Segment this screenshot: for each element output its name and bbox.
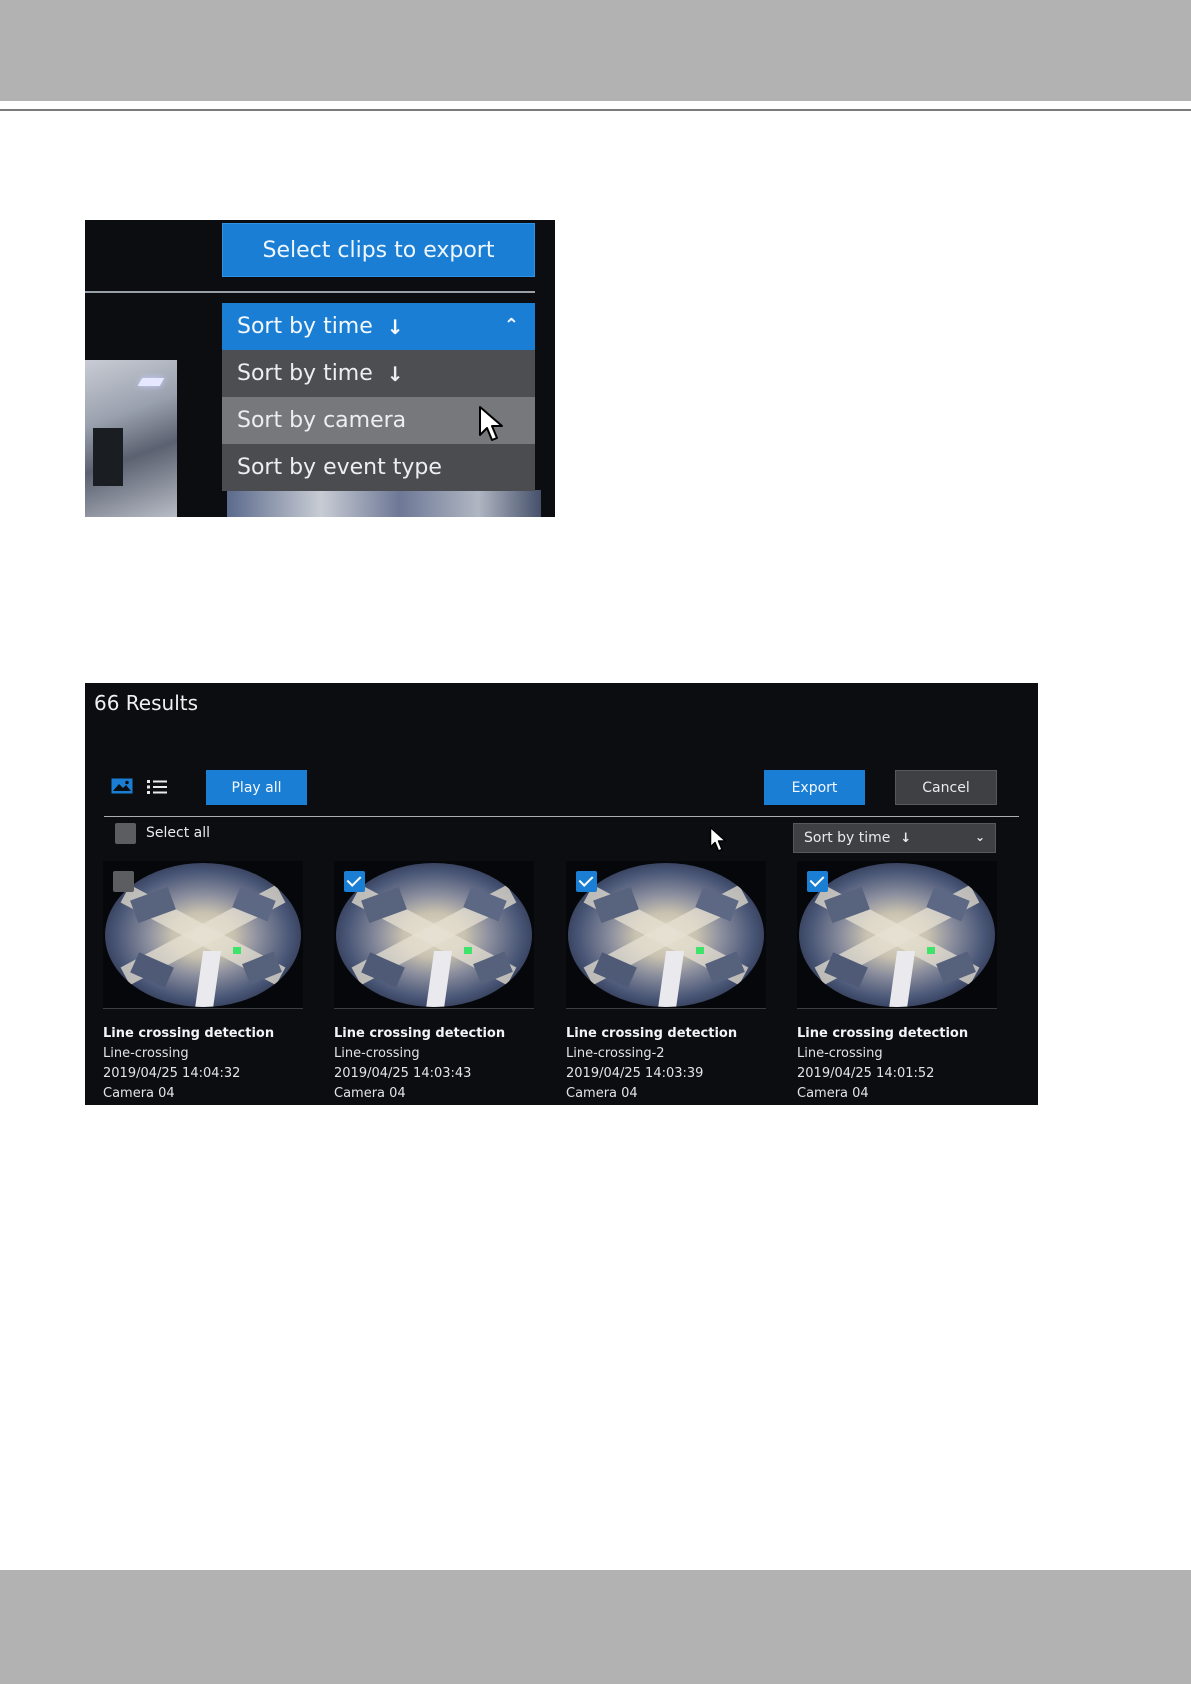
- cancel-button[interactable]: Cancel: [895, 770, 997, 805]
- arrow-down-icon: ↓: [900, 830, 912, 846]
- page-header-band: [0, 0, 1191, 101]
- divider: [104, 816, 1019, 817]
- card-checkbox[interactable]: [807, 871, 828, 892]
- play-all-button[interactable]: Play all: [206, 770, 307, 805]
- video-thumbnail-background: [227, 490, 541, 517]
- page-header-rule: [0, 109, 1191, 111]
- event-thumbnail[interactable]: [103, 861, 303, 1009]
- event-title: Line crossing detection: [797, 1026, 969, 1041]
- event-card[interactable]: [334, 861, 534, 1104]
- event-timestamp: 2019/04/25 14:01:52: [797, 1066, 935, 1081]
- sort-selected-label: Sort by time: [237, 314, 373, 339]
- card-checkbox[interactable]: [576, 871, 597, 892]
- event-title: Line crossing detection: [103, 1026, 275, 1041]
- event-camera: Camera 04: [797, 1086, 869, 1101]
- fisheye-image: [105, 863, 301, 1007]
- chevron-up-icon[interactable]: ⌃: [503, 315, 519, 336]
- video-thumbnail-background: [85, 360, 177, 517]
- event-thumbnail[interactable]: [334, 861, 534, 1009]
- sort-option-time[interactable]: Sort by time ↓: [222, 350, 535, 397]
- image-view-icon[interactable]: [111, 778, 133, 794]
- sort-selected-label: Sort by time: [804, 830, 891, 846]
- event-camera: Camera 04: [334, 1086, 406, 1101]
- sort-dropdown[interactable]: [222, 303, 535, 491]
- event-card[interactable]: [566, 861, 766, 1104]
- event-timestamp: 2019/04/25 14:03:43: [334, 1066, 472, 1081]
- card-checkbox[interactable]: [113, 871, 134, 892]
- event-thumbnail[interactable]: [797, 861, 997, 1009]
- event-card[interactable]: [103, 861, 303, 1104]
- arrow-down-icon: ↓: [386, 361, 404, 386]
- event-title: Line crossing detection: [334, 1026, 506, 1041]
- event-rule: Line-crossing-2: [566, 1046, 665, 1061]
- event-title: Line crossing detection: [566, 1026, 738, 1041]
- mouse-cursor-icon: [478, 405, 504, 443]
- sort-option-event-type[interactable]: Sort by event type: [222, 444, 535, 491]
- event-timestamp: 2019/04/25 14:03:39: [566, 1066, 704, 1081]
- card-checkbox[interactable]: [344, 871, 365, 892]
- event-camera: Camera 04: [566, 1086, 638, 1101]
- export-button[interactable]: Export: [764, 770, 865, 805]
- select-all-label: Select all: [146, 825, 210, 841]
- event-thumbnail[interactable]: [566, 861, 766, 1009]
- results-count: 66 Results: [94, 691, 199, 715]
- divider: [85, 291, 535, 293]
- event-rule: Line-crossing: [334, 1046, 420, 1061]
- select-clips-to-export-button[interactable]: Select clips to export: [222, 223, 535, 277]
- event-rule: Line-crossing: [797, 1046, 883, 1061]
- sort-menu-screenshot: [85, 220, 555, 517]
- arrow-down-icon: ↓: [386, 314, 404, 339]
- event-timestamp: 2019/04/25 14:04:32: [103, 1066, 241, 1081]
- event-rule: Line-crossing: [103, 1046, 189, 1061]
- sort-option-camera[interactable]: Sort by camera: [222, 397, 535, 444]
- search-results-screenshot: [85, 683, 1038, 1105]
- fisheye-image: [799, 863, 995, 1007]
- sort-dropdown-selected[interactable]: [222, 303, 535, 350]
- mouse-cursor-icon: [709, 826, 727, 853]
- sort-select[interactable]: [793, 823, 996, 853]
- event-card[interactable]: [797, 861, 997, 1104]
- event-camera: Camera 04: [103, 1086, 175, 1101]
- fisheye-image: [336, 863, 532, 1007]
- chevron-down-icon: ⌄: [974, 830, 985, 844]
- list-view-icon[interactable]: [147, 779, 167, 795]
- select-all-checkbox[interactable]: [115, 823, 136, 844]
- fisheye-image: [568, 863, 764, 1007]
- page-footer-band: [0, 1570, 1191, 1684]
